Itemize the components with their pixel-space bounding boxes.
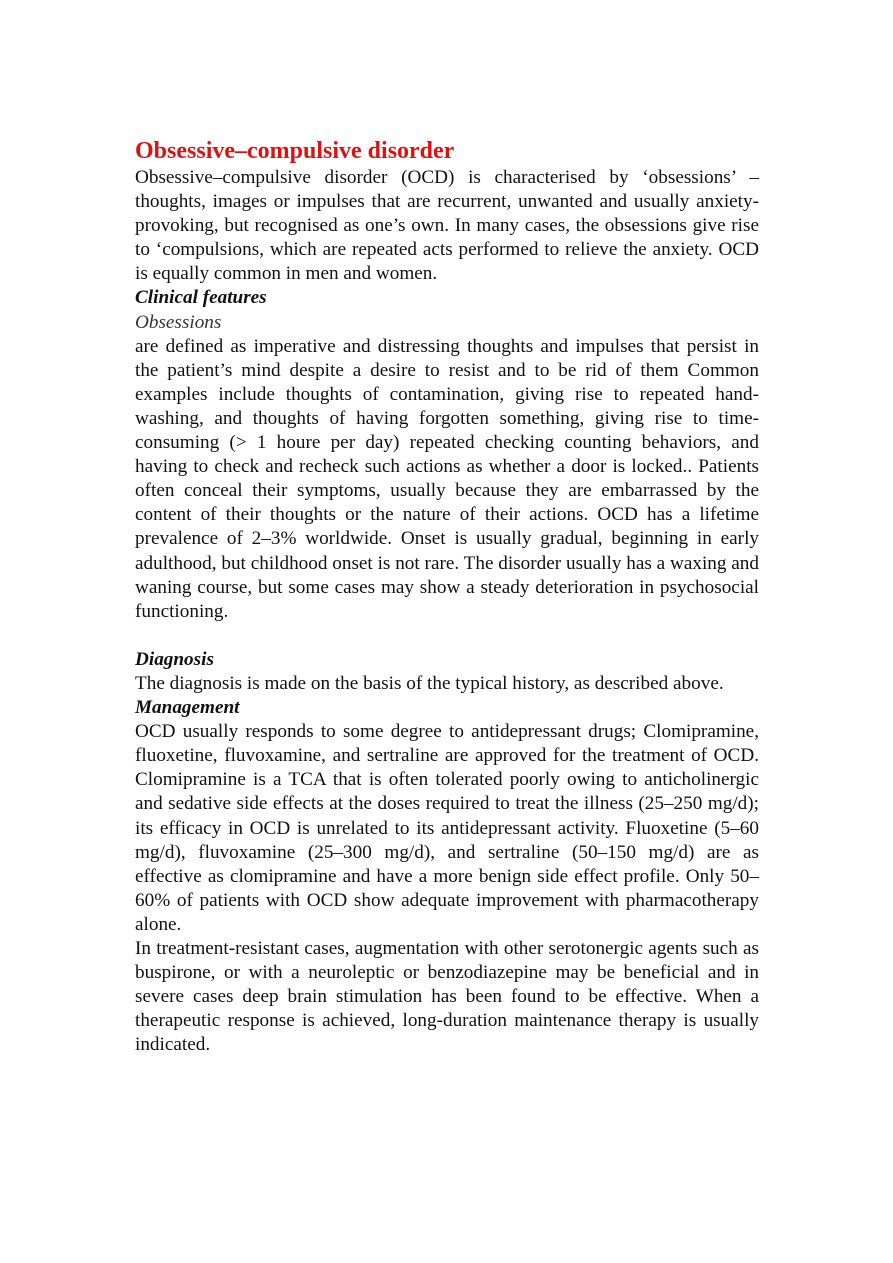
diagnosis-heading: Diagnosis <box>135 648 214 670</box>
clinical-features-heading: Clinical features <box>135 287 267 309</box>
diagnosis-paragraph: The diagnosis is made on the basis of the typical history, as described above. <box>135 672 724 694</box>
management-paragraph-2: In treatment-resistant cases, augmentation with other serotonergic agents such as buspirone, or with a neuroleptic or benzodiazepine may be beneficial and in severe cases deep brain stimulation has been found to be effective. When a therapeutic response is achieved, long-duration maintenance therapy is usually indicated. <box>135 938 759 1056</box>
page-title: Obsessive–compulsive disorder <box>135 138 455 164</box>
management-heading: Management <box>135 697 240 719</box>
clinical-features-paragraph: are defined as imperative and distressing thoughts and impulses that persist in the patient’s mind despite a desire to resist and to be rid of them Common examples include thoughts of contamination, giving rise to repeated hand-washing, and thoughts of having forgotten something, giving rise to time-consuming (> 1 houre per day) repeated checking counting behaviors, and having to check and recheck such actions as whether a door is locked.. Patients often conceal their symptoms, usually because they are embarrassed by the content of their thoughts or the nature of their actions. OCD has a lifetime prevalence of 2–3% worldwide. Onset is usually gradual, beginning in early adulthood, but childhood onset is not rare. The disorder usually has a waxing and waning course, but some cases may show a steady deterioration in psychosocial functioning. <box>135 335 759 622</box>
intro-paragraph: Obsessive–compulsive disorder (OCD) is characterised by ‘obsessions’ – thoughts, images or impulses that are recurrent, unwanted and usually anxiety-provoking, but recognised as one’s own. In many cases, the obsessions give rise to ‘compulsions, which are repeated acts performed to relieve the anxiety. OCD is equally common in men and women. <box>135 167 759 285</box>
obsessions-subheading: Obsessions <box>135 311 222 333</box>
document-page <box>135 136 759 1057</box>
management-paragraph-1: OCD usually responds to some degree to antidepressant drugs; Clomipramine, fluoxetine, fluvoxamine, and sertraline are approved for the treatment of OCD. Clomipramine is a TCA that is often tolerated poorly owing to anticholinergic and sedative side effects at the doses required to treat the illness (25–250 mg/d); its efficacy in OCD is unrelated to its antidepressant activity. Fluoxetine (5–60 mg/d), fluvoxamine (25–300 mg/d), and sertraline (50–150 mg/d) are as effective as clomipramine and have a more benign side effect profile. Only 50–60% of patients with OCD show adequate improvement with pharmacotherapy alone. <box>135 721 759 935</box>
section-spacer <box>135 624 759 648</box>
